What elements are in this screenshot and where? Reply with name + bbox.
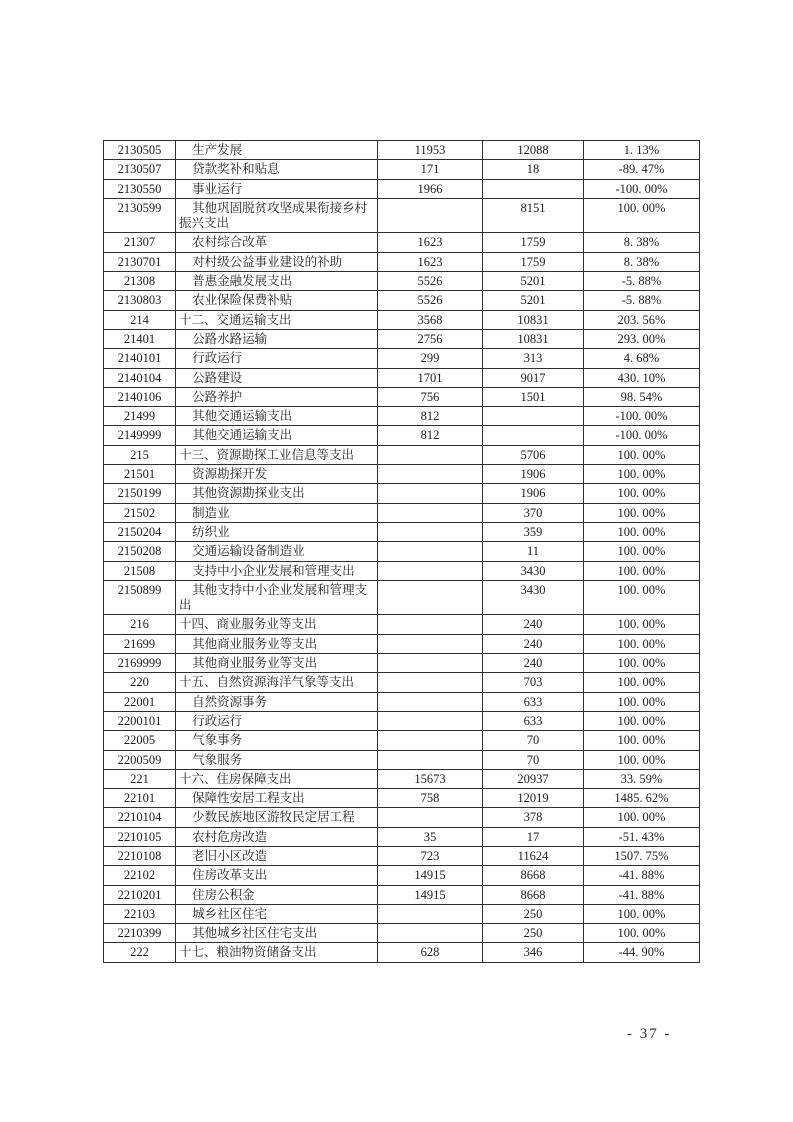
name-cell: 城乡社区住宅 [176, 904, 378, 923]
code-cell: 21508 [104, 561, 176, 580]
value-b-cell: 5201 [483, 291, 584, 310]
table-row [104, 808, 700, 827]
table-row [104, 329, 700, 348]
change-pct-cell: -51. 43% [584, 827, 700, 846]
code-cell: 2210108 [104, 846, 176, 865]
value-a-cell [378, 673, 483, 692]
change-pct-cell: 8. 38% [584, 233, 700, 252]
value-b-cell: 8668 [483, 866, 584, 885]
table-row [104, 484, 700, 503]
value-a-cell: 14915 [378, 885, 483, 904]
change-pct-cell: 100. 00% [584, 503, 700, 522]
table-row [104, 522, 700, 541]
table-row [104, 673, 700, 692]
code-cell: 220 [104, 673, 176, 692]
table-row [104, 769, 700, 788]
value-b-cell: 11624 [483, 846, 584, 865]
value-a-cell: 35 [378, 827, 483, 846]
code-cell: 2130599 [104, 198, 176, 233]
table-row [104, 827, 700, 846]
value-b-cell: 17 [483, 827, 584, 846]
code-cell: 21308 [104, 272, 176, 291]
code-cell: 2130803 [104, 291, 176, 310]
value-a-cell: 758 [378, 789, 483, 808]
value-a-cell: 11953 [378, 141, 483, 160]
code-cell: 21699 [104, 634, 176, 653]
change-pct-cell: 100. 00% [584, 692, 700, 711]
table-row [104, 349, 700, 368]
value-b-cell: 359 [483, 522, 584, 541]
value-a-cell [378, 484, 483, 503]
table-row [104, 426, 700, 445]
value-a-cell [378, 904, 483, 923]
name-cell: 住房公积金 [176, 885, 378, 904]
table-row [104, 310, 700, 329]
value-a-cell: 5526 [378, 291, 483, 310]
table-row [104, 943, 700, 962]
change-pct-cell: 100. 00% [584, 808, 700, 827]
value-b-cell: 313 [483, 349, 584, 368]
change-pct-cell: 98. 54% [584, 387, 700, 406]
code-cell: 22001 [104, 692, 176, 711]
value-b-cell: 5201 [483, 272, 584, 291]
table-row [104, 252, 700, 271]
name-cell: 其他商业服务业等支出 [176, 654, 378, 673]
code-cell: 2130701 [104, 252, 176, 271]
change-pct-cell: 1507. 75% [584, 846, 700, 865]
change-pct-cell: 1485. 62% [584, 789, 700, 808]
table-row [104, 561, 700, 580]
value-b-cell: 250 [483, 904, 584, 923]
value-a-cell [378, 465, 483, 484]
name-cell: 其他商业服务业等支出 [176, 634, 378, 653]
page-number: - 37 - [627, 1026, 672, 1042]
change-pct-cell: 100. 00% [584, 580, 700, 615]
name-cell: 其他交通运输支出 [176, 426, 378, 445]
name-cell: 自然资源事务 [176, 692, 378, 711]
change-pct-cell: 203. 56% [584, 310, 700, 329]
change-pct-cell: -5. 88% [584, 272, 700, 291]
change-pct-cell: -100. 00% [584, 426, 700, 445]
code-cell: 2169999 [104, 654, 176, 673]
change-pct-cell: 1. 13% [584, 141, 700, 160]
value-a-cell [378, 503, 483, 522]
code-cell: 222 [104, 943, 176, 962]
value-b-cell: 1501 [483, 387, 584, 406]
table-row [104, 368, 700, 387]
table-row [104, 692, 700, 711]
name-cell: 十四、商业服务业等支出 [176, 615, 378, 634]
value-a-cell [378, 692, 483, 711]
change-pct-cell: 100. 00% [584, 465, 700, 484]
name-cell: 气象事务 [176, 731, 378, 750]
table-row [104, 198, 700, 233]
code-cell: 2200101 [104, 711, 176, 730]
name-cell: 公路建设 [176, 368, 378, 387]
change-pct-cell: 100. 00% [584, 924, 700, 943]
value-b-cell: 633 [483, 711, 584, 730]
table-row [104, 924, 700, 943]
value-b-cell: 346 [483, 943, 584, 962]
name-cell: 农业保险保费补贴 [176, 291, 378, 310]
table-row [104, 272, 700, 291]
value-a-cell [378, 615, 483, 634]
value-b-cell: 3430 [483, 561, 584, 580]
name-cell: 十七、粮油物资储备支出 [176, 943, 378, 962]
code-cell: 2149999 [104, 426, 176, 445]
name-cell: 对村级公益事业建设的补助 [176, 252, 378, 271]
change-pct-cell: 100. 00% [584, 561, 700, 580]
code-cell: 2150204 [104, 522, 176, 541]
value-b-cell [483, 179, 584, 198]
table-row [104, 542, 700, 561]
code-cell: 2140101 [104, 349, 176, 368]
change-pct-cell: 100. 00% [584, 484, 700, 503]
change-pct-cell: -100. 00% [584, 179, 700, 198]
value-a-cell: 299 [378, 349, 483, 368]
name-cell: 公路水路运输 [176, 329, 378, 348]
change-pct-cell: 293. 00% [584, 329, 700, 348]
table-row [104, 291, 700, 310]
name-cell: 老旧小区改造 [176, 846, 378, 865]
value-b-cell: 1906 [483, 465, 584, 484]
value-a-cell: 2756 [378, 329, 483, 348]
value-b-cell: 378 [483, 808, 584, 827]
value-b-cell: 240 [483, 634, 584, 653]
value-a-cell: 14915 [378, 866, 483, 885]
name-cell: 十六、住房保障支出 [176, 769, 378, 788]
name-cell: 交通运输设备制造业 [176, 542, 378, 561]
code-cell: 21501 [104, 465, 176, 484]
value-b-cell: 5706 [483, 445, 584, 464]
table-row [104, 866, 700, 885]
change-pct-cell: 100. 00% [584, 198, 700, 233]
value-b-cell: 12019 [483, 789, 584, 808]
value-a-cell: 812 [378, 407, 483, 426]
value-b-cell: 10831 [483, 310, 584, 329]
value-b-cell: 9017 [483, 368, 584, 387]
table-row [104, 654, 700, 673]
change-pct-cell: -89. 47% [584, 160, 700, 179]
value-b-cell: 8151 [483, 198, 584, 233]
value-b-cell: 1759 [483, 252, 584, 271]
code-cell: 21499 [104, 407, 176, 426]
code-cell: 216 [104, 615, 176, 634]
code-cell: 2150208 [104, 542, 176, 561]
name-cell: 公路养护 [176, 387, 378, 406]
value-b-cell: 240 [483, 654, 584, 673]
value-a-cell: 1966 [378, 179, 483, 198]
name-cell: 制造业 [176, 503, 378, 522]
name-cell: 其他资源勘探业支出 [176, 484, 378, 503]
value-a-cell [378, 654, 483, 673]
value-b-cell: 703 [483, 673, 584, 692]
value-b-cell: 20937 [483, 769, 584, 788]
value-b-cell: 12088 [483, 141, 584, 160]
table-row [104, 750, 700, 769]
value-b-cell: 10831 [483, 329, 584, 348]
name-cell: 农村综合改革 [176, 233, 378, 252]
value-a-cell: 812 [378, 426, 483, 445]
table-row [104, 580, 700, 615]
value-a-cell [378, 731, 483, 750]
value-a-cell: 3568 [378, 310, 483, 329]
name-cell: 其他交通运输支出 [176, 407, 378, 426]
value-a-cell [378, 198, 483, 233]
code-cell: 2210104 [104, 808, 176, 827]
value-a-cell [378, 522, 483, 541]
value-a-cell [378, 750, 483, 769]
name-cell: 住房改革支出 [176, 866, 378, 885]
value-a-cell: 1623 [378, 252, 483, 271]
name-cell: 事业运行 [176, 179, 378, 198]
value-a-cell [378, 561, 483, 580]
value-b-cell: 70 [483, 750, 584, 769]
value-a-cell: 723 [378, 846, 483, 865]
name-cell: 其他城乡社区住宅支出 [176, 924, 378, 943]
change-pct-cell: 100. 00% [584, 634, 700, 653]
value-a-cell: 5526 [378, 272, 483, 291]
table-row [104, 179, 700, 198]
value-a-cell [378, 542, 483, 561]
value-b-cell: 633 [483, 692, 584, 711]
budget-table [103, 140, 700, 963]
code-cell: 221 [104, 769, 176, 788]
name-cell: 行政运行 [176, 711, 378, 730]
value-a-cell: 171 [378, 160, 483, 179]
code-cell: 2150899 [104, 580, 176, 615]
change-pct-cell: 4. 68% [584, 349, 700, 368]
code-cell: 2200509 [104, 750, 176, 769]
code-cell: 2130507 [104, 160, 176, 179]
name-cell: 保障性安居工程支出 [176, 789, 378, 808]
table-row [104, 634, 700, 653]
code-cell: 21401 [104, 329, 176, 348]
table-row [104, 731, 700, 750]
change-pct-cell: 100. 00% [584, 750, 700, 769]
table-row [104, 407, 700, 426]
change-pct-cell: 100. 00% [584, 615, 700, 634]
table-row [104, 465, 700, 484]
name-cell: 十五、自然资源海洋气象等支出 [176, 673, 378, 692]
code-cell: 22101 [104, 789, 176, 808]
value-a-cell [378, 580, 483, 615]
code-cell: 2150199 [104, 484, 176, 503]
value-b-cell: 70 [483, 731, 584, 750]
value-b-cell: 250 [483, 924, 584, 943]
value-b-cell: 11 [483, 542, 584, 561]
table-row [104, 503, 700, 522]
value-a-cell [378, 711, 483, 730]
value-a-cell [378, 924, 483, 943]
value-b-cell: 8668 [483, 885, 584, 904]
value-a-cell: 628 [378, 943, 483, 962]
code-cell: 2210105 [104, 827, 176, 846]
code-cell: 21307 [104, 233, 176, 252]
value-b-cell [483, 407, 584, 426]
value-b-cell: 370 [483, 503, 584, 522]
value-b-cell: 18 [483, 160, 584, 179]
code-cell: 2210201 [104, 885, 176, 904]
value-a-cell: 756 [378, 387, 483, 406]
value-b-cell [483, 426, 584, 445]
code-cell: 214 [104, 310, 176, 329]
name-cell: 农村危房改造 [176, 827, 378, 846]
change-pct-cell: 100. 00% [584, 522, 700, 541]
name-cell: 生产发展 [176, 141, 378, 160]
table-row [104, 160, 700, 179]
table-row [104, 615, 700, 634]
change-pct-cell: 100. 00% [584, 673, 700, 692]
change-pct-cell: 8. 38% [584, 252, 700, 271]
table-row [104, 885, 700, 904]
value-b-cell: 1759 [483, 233, 584, 252]
change-pct-cell: 33. 59% [584, 769, 700, 788]
change-pct-cell: -100. 00% [584, 407, 700, 426]
change-pct-cell: 100. 00% [584, 731, 700, 750]
change-pct-cell: 100. 00% [584, 542, 700, 561]
table-row [104, 233, 700, 252]
name-cell: 气象服务 [176, 750, 378, 769]
code-cell: 22005 [104, 731, 176, 750]
change-pct-cell: 100. 00% [584, 711, 700, 730]
code-cell: 2140106 [104, 387, 176, 406]
change-pct-cell: -41. 88% [584, 866, 700, 885]
name-cell: 纺织业 [176, 522, 378, 541]
value-a-cell: 1623 [378, 233, 483, 252]
value-a-cell [378, 634, 483, 653]
code-cell: 2210399 [104, 924, 176, 943]
name-cell: 其他支持中小企业发展和管理支出 [176, 580, 378, 615]
name-cell: 其他巩固脱贫攻坚成果衔接乡村振兴支出 [176, 198, 378, 233]
name-cell: 支持中小企业发展和管理支出 [176, 561, 378, 580]
value-a-cell [378, 808, 483, 827]
table-row [104, 711, 700, 730]
code-cell: 2130505 [104, 141, 176, 160]
name-cell: 少数民族地区游牧民定居工程 [176, 808, 378, 827]
code-cell: 2130550 [104, 179, 176, 198]
name-cell: 普惠金融发展支出 [176, 272, 378, 291]
change-pct-cell: -5. 88% [584, 291, 700, 310]
code-cell: 21502 [104, 503, 176, 522]
table-row [104, 789, 700, 808]
value-a-cell: 1701 [378, 368, 483, 387]
name-cell: 十二、交通运输支出 [176, 310, 378, 329]
value-a-cell [378, 445, 483, 464]
change-pct-cell: 100. 00% [584, 445, 700, 464]
code-cell: 22103 [104, 904, 176, 923]
name-cell: 行政运行 [176, 349, 378, 368]
budget-table-body [104, 141, 700, 963]
change-pct-cell: 100. 00% [584, 904, 700, 923]
table-row [104, 445, 700, 464]
value-a-cell: 15673 [378, 769, 483, 788]
value-b-cell: 240 [483, 615, 584, 634]
code-cell: 215 [104, 445, 176, 464]
table-row [104, 904, 700, 923]
code-cell: 2140104 [104, 368, 176, 387]
code-cell: 22102 [104, 866, 176, 885]
table-row [104, 141, 700, 160]
table-row [104, 846, 700, 865]
change-pct-cell: 430. 10% [584, 368, 700, 387]
change-pct-cell: -41. 88% [584, 885, 700, 904]
change-pct-cell: -44. 90% [584, 943, 700, 962]
name-cell: 贷款奖补和贴息 [176, 160, 378, 179]
table-row [104, 387, 700, 406]
name-cell: 资源勘探开发 [176, 465, 378, 484]
value-b-cell: 3430 [483, 580, 584, 615]
name-cell: 十三、资源勘探工业信息等支出 [176, 445, 378, 464]
change-pct-cell: 100. 00% [584, 654, 700, 673]
value-b-cell: 1906 [483, 484, 584, 503]
